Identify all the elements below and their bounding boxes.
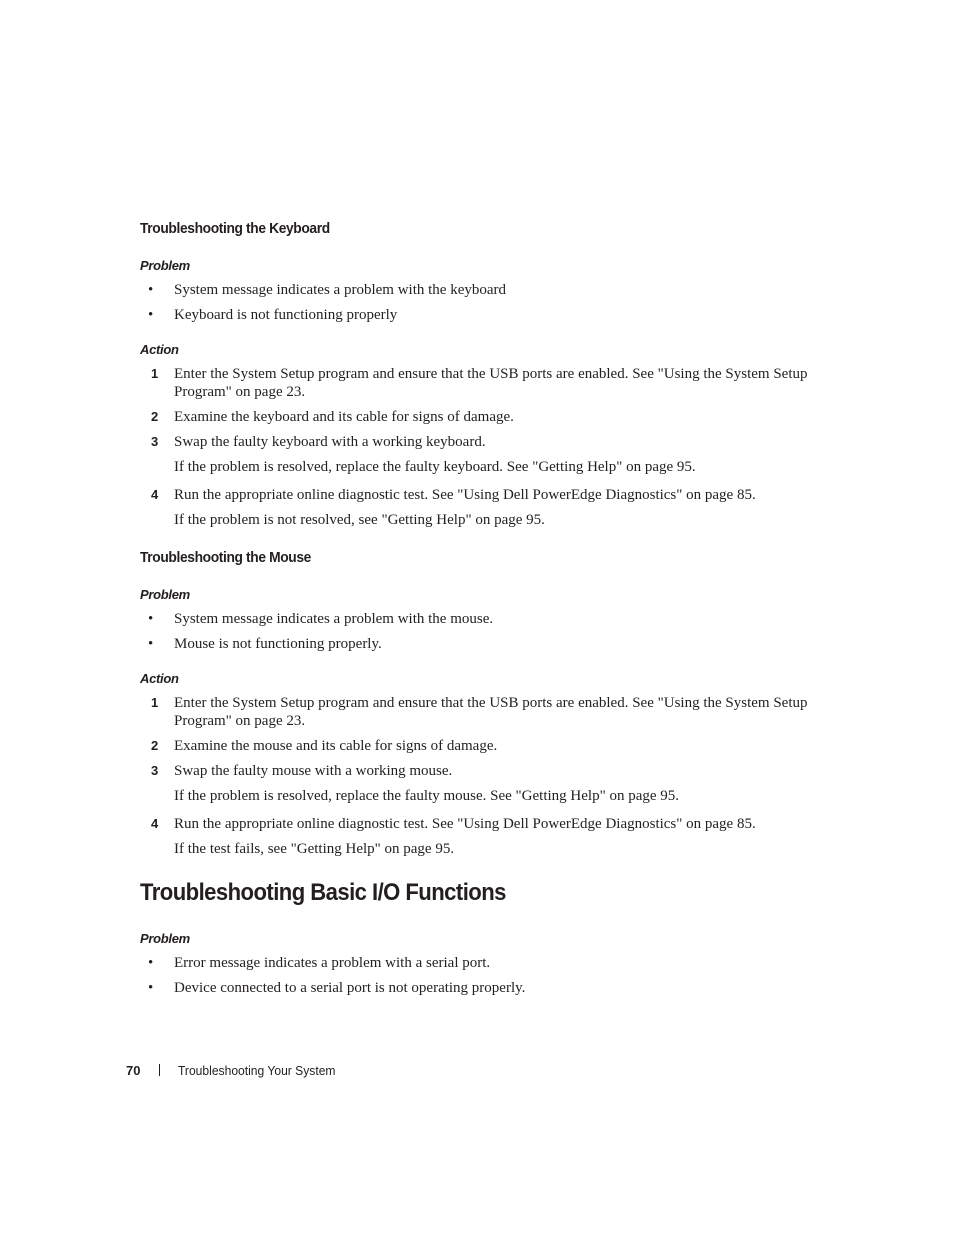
step-text: Swap the faulty mouse with a working mouse. — [174, 763, 453, 779]
list-item-text: Mouse is not functioning properly. — [174, 636, 382, 652]
step-text: Examine the mouse and its cable for signs of damage. — [174, 738, 498, 754]
list-item — [140, 635, 820, 653]
list-item-text: Device connected to a serial port is not operating properly. — [174, 980, 526, 996]
step-number: 2 — [151, 409, 159, 424]
list-item-text: System message indicates a problem with the keyboard — [174, 282, 506, 298]
list-item — [140, 306, 820, 324]
bullet-marker: • — [148, 980, 154, 996]
problem-label: Problem — [140, 587, 190, 602]
problem-label: Problem — [140, 931, 190, 946]
list-item — [140, 610, 820, 628]
bullet-marker: • — [148, 611, 154, 627]
list-item-text: System message indicates a problem with the mouse. — [174, 611, 494, 627]
list-item — [140, 281, 820, 299]
step-item — [140, 433, 820, 451]
step-text: Enter the System Setup program and ensure that the USB ports are enabled. See "Using the System Setup Program" on page 23. — [174, 366, 808, 400]
step-item — [140, 408, 820, 426]
step-text: Run the appropriate online diagnostic test. See "Using Dell PowerEdge Diagnostics" on page 85. — [174, 487, 756, 503]
step-item — [140, 365, 820, 401]
step-number: 4 — [151, 487, 159, 502]
action-label: Action — [140, 342, 179, 357]
section-heading-mouse: Troubleshooting the Mouse — [140, 549, 311, 566]
step-number: 3 — [151, 763, 159, 778]
step-item — [140, 694, 820, 730]
step-item — [140, 815, 820, 833]
list-item — [140, 979, 820, 997]
step-number: 3 — [151, 434, 159, 449]
page-number: 70 — [126, 1063, 141, 1078]
step-number: 1 — [151, 366, 159, 381]
list-item-text: Keyboard is not functioning properly — [174, 307, 398, 323]
bullet-marker: • — [148, 636, 154, 652]
step-text: Examine the keyboard and its cable for signs of damage. — [174, 409, 514, 425]
problem-label: Problem — [140, 258, 190, 273]
bullet-marker: • — [148, 282, 154, 298]
step-note: If the test fails, see "Getting Help" on page 95. — [174, 841, 455, 857]
footer-separator — [159, 1064, 160, 1076]
step-number: 1 — [151, 695, 159, 710]
step-text: Run the appropriate online diagnostic test. See "Using Dell PowerEdge Diagnostics" on page 85. — [174, 816, 756, 832]
bullet-marker: • — [148, 955, 154, 971]
page-content — [140, 219, 820, 997]
list-item — [140, 954, 820, 972]
step-item — [140, 486, 820, 504]
page-footer — [126, 1062, 348, 1080]
list-item-text: Error message indicates a problem with a serial port. — [174, 955, 491, 971]
step-text: Swap the faulty keyboard with a working keyboard. — [174, 434, 486, 450]
step-text: Enter the System Setup program and ensure that the USB ports are enabled. See "Using the System Setup Program" on page 23. — [174, 695, 808, 729]
step-number: 2 — [151, 738, 159, 753]
footer-title: Troubleshooting Your System — [178, 1063, 336, 1078]
section-heading-keyboard: Troubleshooting the Keyboard — [140, 220, 330, 237]
step-note: If the problem is not resolved, see "Getting Help" on page 95. — [174, 512, 545, 528]
step-note: If the problem is resolved, replace the faulty keyboard. See "Getting Help" on page 95. — [174, 459, 696, 475]
step-item — [140, 737, 820, 755]
action-label: Action — [140, 671, 179, 686]
step-number: 4 — [151, 816, 159, 831]
step-item — [140, 762, 820, 780]
bullet-marker: • — [148, 307, 154, 323]
section-heading-basic-io: Troubleshooting Basic I/O Functions — [140, 879, 506, 906]
step-note: If the problem is resolved, replace the faulty mouse. See "Getting Help" on page 95. — [174, 788, 680, 804]
